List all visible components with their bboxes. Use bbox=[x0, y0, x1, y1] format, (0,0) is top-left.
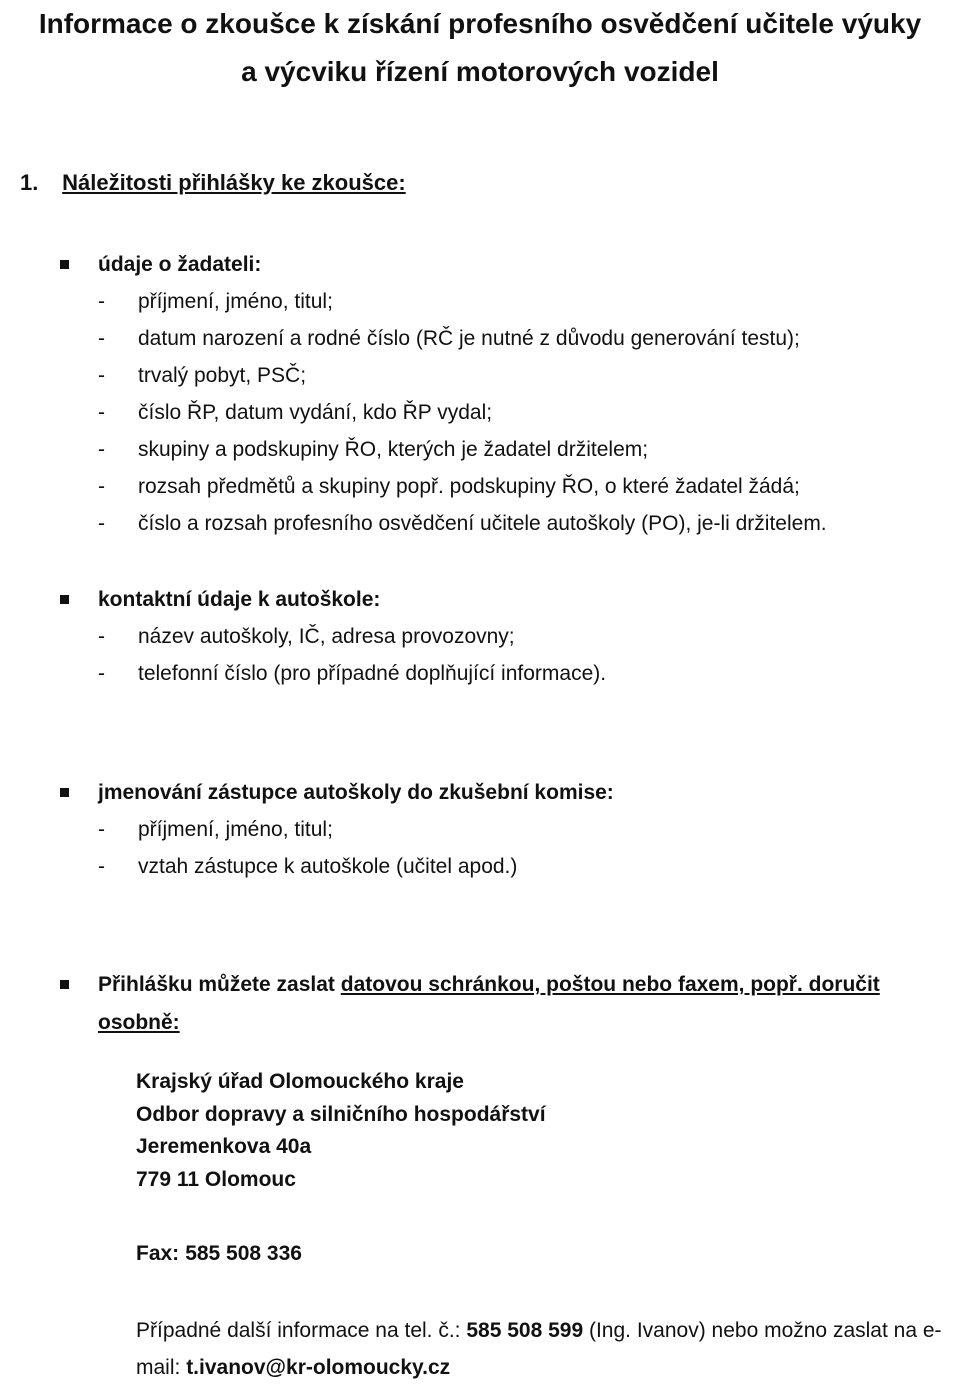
list-item bbox=[60, 811, 955, 848]
fax-number: 585 508 336 bbox=[185, 1242, 302, 1265]
contact-phone: 585 508 599 bbox=[466, 1319, 584, 1342]
block-heading bbox=[60, 774, 955, 811]
list-item bbox=[60, 655, 955, 692]
office-address bbox=[136, 1066, 546, 1196]
submission-lead: Přihlášku můžete zaslat bbox=[98, 973, 341, 996]
list-item bbox=[60, 357, 955, 394]
list-item-text: vztah zástupce k autoškole (učitel apod.) bbox=[138, 855, 518, 878]
list-item bbox=[60, 848, 955, 885]
list-item-text: příjmení, jméno, titul; bbox=[138, 290, 333, 313]
list-item-text: trvalý pobyt, PSČ; bbox=[138, 364, 307, 387]
dash: - bbox=[98, 401, 105, 424]
square-bullet-icon bbox=[60, 980, 69, 989]
dash: - bbox=[98, 855, 105, 878]
contact-email: t.ivanov@kr-olomoucky.cz bbox=[186, 1356, 451, 1379]
block-submission bbox=[60, 966, 955, 1042]
fax-label: Fax: bbox=[136, 1242, 180, 1265]
dash: - bbox=[98, 290, 105, 313]
list-item bbox=[60, 283, 955, 320]
title-line-2: a výcviku řízení motorových vozidel bbox=[241, 56, 719, 87]
office-city: 779 11 Olomouc bbox=[136, 1167, 296, 1191]
office-name: Krajský úřad Olomouckého kraje bbox=[136, 1070, 464, 1093]
list-item-text: telefonní číslo (pro případné doplňující informace). bbox=[138, 662, 607, 685]
block-applicant-details bbox=[60, 246, 955, 542]
submission-text bbox=[98, 966, 955, 1042]
block-heading-label: kontaktní údaje k autoškole: bbox=[98, 588, 381, 611]
section-heading-text: Náležitosti přihlášky ke zkoušce: bbox=[62, 170, 406, 195]
section-heading bbox=[20, 170, 406, 196]
dash: - bbox=[98, 475, 105, 498]
list-item-text: číslo ŘP, datum vydání, kdo ŘP vydal; bbox=[138, 401, 493, 424]
list-item-text: příjmení, jméno, titul; bbox=[138, 818, 333, 841]
dash: - bbox=[98, 438, 105, 461]
list-item bbox=[60, 505, 955, 542]
block-school-contact bbox=[60, 581, 955, 692]
list-item-text: skupiny a podskupiny ŘO, kterých je žadatel držitelem; bbox=[138, 438, 649, 461]
office-street: Jeremenkova 40a bbox=[136, 1135, 312, 1158]
dash: - bbox=[98, 625, 105, 648]
contact-info bbox=[136, 1312, 956, 1386]
dash: - bbox=[98, 512, 105, 535]
dash: - bbox=[98, 364, 105, 387]
block-heading bbox=[60, 581, 955, 618]
office-department: Odbor dopravy a silničního hospodářství bbox=[136, 1102, 546, 1126]
title-line-1: Informace o zkoušce k získání profesního osvědčení učitele výuky bbox=[38, 8, 922, 39]
block-heading bbox=[60, 246, 955, 283]
block-commission-representative bbox=[60, 774, 955, 885]
square-bullet-icon bbox=[60, 595, 69, 604]
list-item-text: číslo a rozsah profesního osvědčení učitele autoškoly (PO), je-li držitelem. bbox=[138, 512, 827, 535]
contact-mid: (Ing. Ivanov) nebo možno zaslat na e-mail: bbox=[136, 1319, 942, 1379]
block-heading-label: jmenování zástupce autoškoly do zkušební komise: bbox=[98, 781, 614, 804]
document-title bbox=[0, 0, 960, 96]
square-bullet-icon bbox=[60, 260, 69, 269]
square-bullet-icon bbox=[60, 788, 69, 797]
list-item bbox=[60, 320, 955, 357]
contact-pre: Případné další informace na tel. č.: bbox=[136, 1319, 467, 1342]
list-item-text: název autoškoly, IČ, adresa provozovny; bbox=[138, 625, 515, 648]
list-item-text: rozsah předmětů a skupiny popř. podskupiny ŘO, o které žadatel žádá; bbox=[138, 475, 800, 498]
dash: - bbox=[98, 662, 105, 685]
list-item bbox=[60, 394, 955, 431]
list-item bbox=[60, 431, 955, 468]
list-item bbox=[60, 468, 955, 505]
fax-line bbox=[136, 1238, 302, 1270]
block-heading-label: údaje o žadateli: bbox=[98, 253, 262, 276]
dash: - bbox=[98, 818, 105, 841]
submission-methods: datovou schránkou, poštou nebo faxem, popř. doručit osobně: bbox=[98, 973, 880, 1034]
section-number: 1. bbox=[20, 170, 39, 195]
dash: - bbox=[98, 327, 105, 350]
list-item bbox=[60, 618, 955, 655]
list-item-text: datum narození a rodné číslo (RČ je nutné z důvodu generování testu); bbox=[138, 327, 800, 350]
